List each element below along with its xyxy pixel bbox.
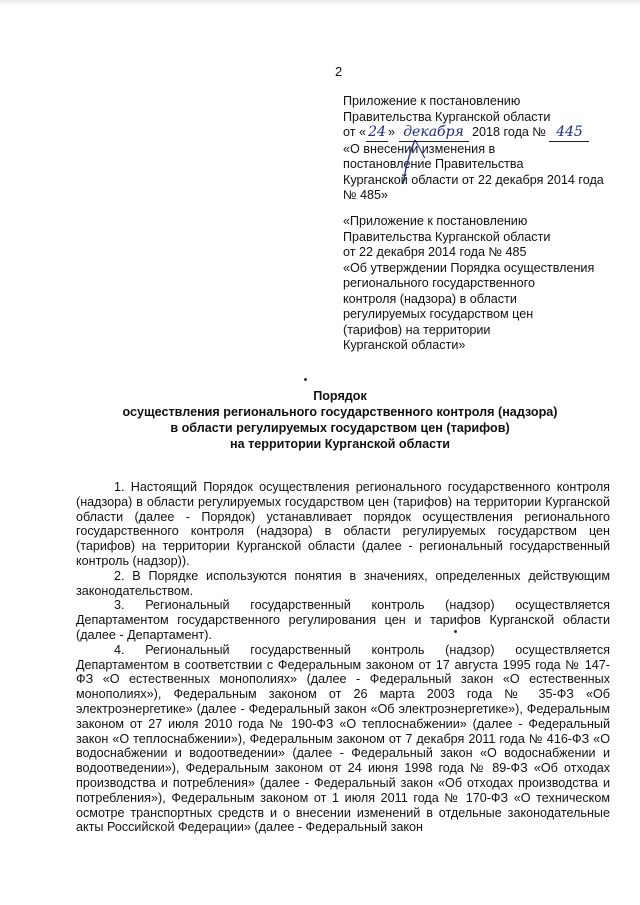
scan-speck bbox=[454, 630, 457, 633]
attachment-line: Правительства Курганской области bbox=[343, 229, 551, 244]
paragraph: 3. Региональный государственный контроль (надзор) осуществляется Департаментом государственного регулирования цен и тарифов Курганской области (далее - Департамент). bbox=[76, 598, 610, 642]
scan-speck bbox=[304, 378, 307, 381]
document-body bbox=[76, 480, 610, 835]
attachment-line: от 22 декабря 2014 года № 485 bbox=[343, 245, 527, 259]
paragraph: 2. В Порядке используются понятия в значениях, определенных действующим законодательством. bbox=[76, 568, 610, 598]
attachment-date-line bbox=[343, 125, 623, 142]
scan-edge bbox=[0, 0, 640, 6]
title-line: осуществления регионального государственного контроля (надзора) bbox=[122, 405, 558, 419]
attachment-line: № 485» bbox=[343, 188, 389, 202]
title-line: Порядок bbox=[313, 389, 367, 403]
handwritten-stroke bbox=[395, 138, 435, 188]
attachment-line: «Приложение к постановлению bbox=[343, 214, 528, 228]
attachment-line: Правительства Курганской области bbox=[343, 109, 551, 124]
handwritten-day: 24 bbox=[366, 125, 388, 142]
attachment-line: (тарифов) на территории bbox=[343, 322, 491, 337]
title-line: на территории Курганской области bbox=[229, 437, 450, 451]
date-suffix: 2018 года № bbox=[472, 125, 546, 139]
attachment-line: Приложение к постановлению bbox=[343, 94, 521, 108]
date-prefix: от « bbox=[343, 125, 366, 139]
paragraph: 1. Настоящий Порядок осуществления регионального государственного контроля (надзора) в области регулируемых государством цен (тарифов) на территории Курганской области (далее - Порядок) устанавливает порядок осуществления регионального государственного контроля (надзора) в области регулируемых государством цен (тарифов) на территории Курганской области (далее - региональный государственный контроль (надзор)). bbox=[76, 480, 610, 568]
page-number: 2 bbox=[335, 64, 343, 79]
paragraph: 4. Региональный государственный контроль (надзор) осуществляется Департаментом в соответствии с Федеральным законом от 17 августа 1995 года № 147-ФЗ «О естественных монополиях» (далее - Федеральный закон «О естественных монополиях»), Федеральным законом от 26 марта 2003 года № 35-ФЗ «Об электроэнергетике» (далее - Федеральный закон «Об электроэнергетике»), Федеральным законом от 27 июля 2010 года № 190-ФЗ «О теплоснабжении» (далее - Федеральный закон «О теплоснабжении»), Федеральным законом от 7 декабря 2011 года № 416-ФЗ «О водоснабжении и водоотведении» (далее - Федеральный закон «О водоснабжении и водоотведении»), Федеральным законом от 24 июня 1998 года № 89-ФЗ «Об отходах производства и потребления» (далее - Федеральный закон «Об отходах производства и потребления»), Федеральным законом от 1 июля 2011 года № 170-ФЗ «О техническом осмотре транспортных средств и о внесении изменений в отдельные законодательные акты Российской Федерации» (далее - Федеральный закон bbox=[76, 642, 610, 835]
attachment-line: «Об утверждении Порядка осуществления bbox=[343, 260, 595, 275]
date-mid: » bbox=[388, 125, 396, 139]
handwritten-number: 445 bbox=[549, 125, 589, 142]
document-title bbox=[60, 388, 620, 452]
attachment-line: регулируемых государством цен bbox=[343, 307, 534, 321]
attachment-line: Курганской области от 22 декабря 2014 года bbox=[343, 172, 604, 187]
attachment-block-original bbox=[343, 214, 623, 354]
title-line: в области регулируемых государством цен (тарифов) bbox=[170, 421, 510, 435]
attachment-line: контроля (надзора) в области bbox=[343, 291, 517, 306]
attachment-block-amendment bbox=[343, 94, 623, 204]
attachment-line: постановление Правительства bbox=[343, 157, 524, 171]
attachment-line: регионального государственного bbox=[343, 276, 535, 290]
attachment-line: Курганской области» bbox=[343, 338, 466, 352]
handwritten-month: декабря bbox=[399, 125, 469, 142]
attachment-line: «О внесении изменения в bbox=[343, 141, 496, 156]
